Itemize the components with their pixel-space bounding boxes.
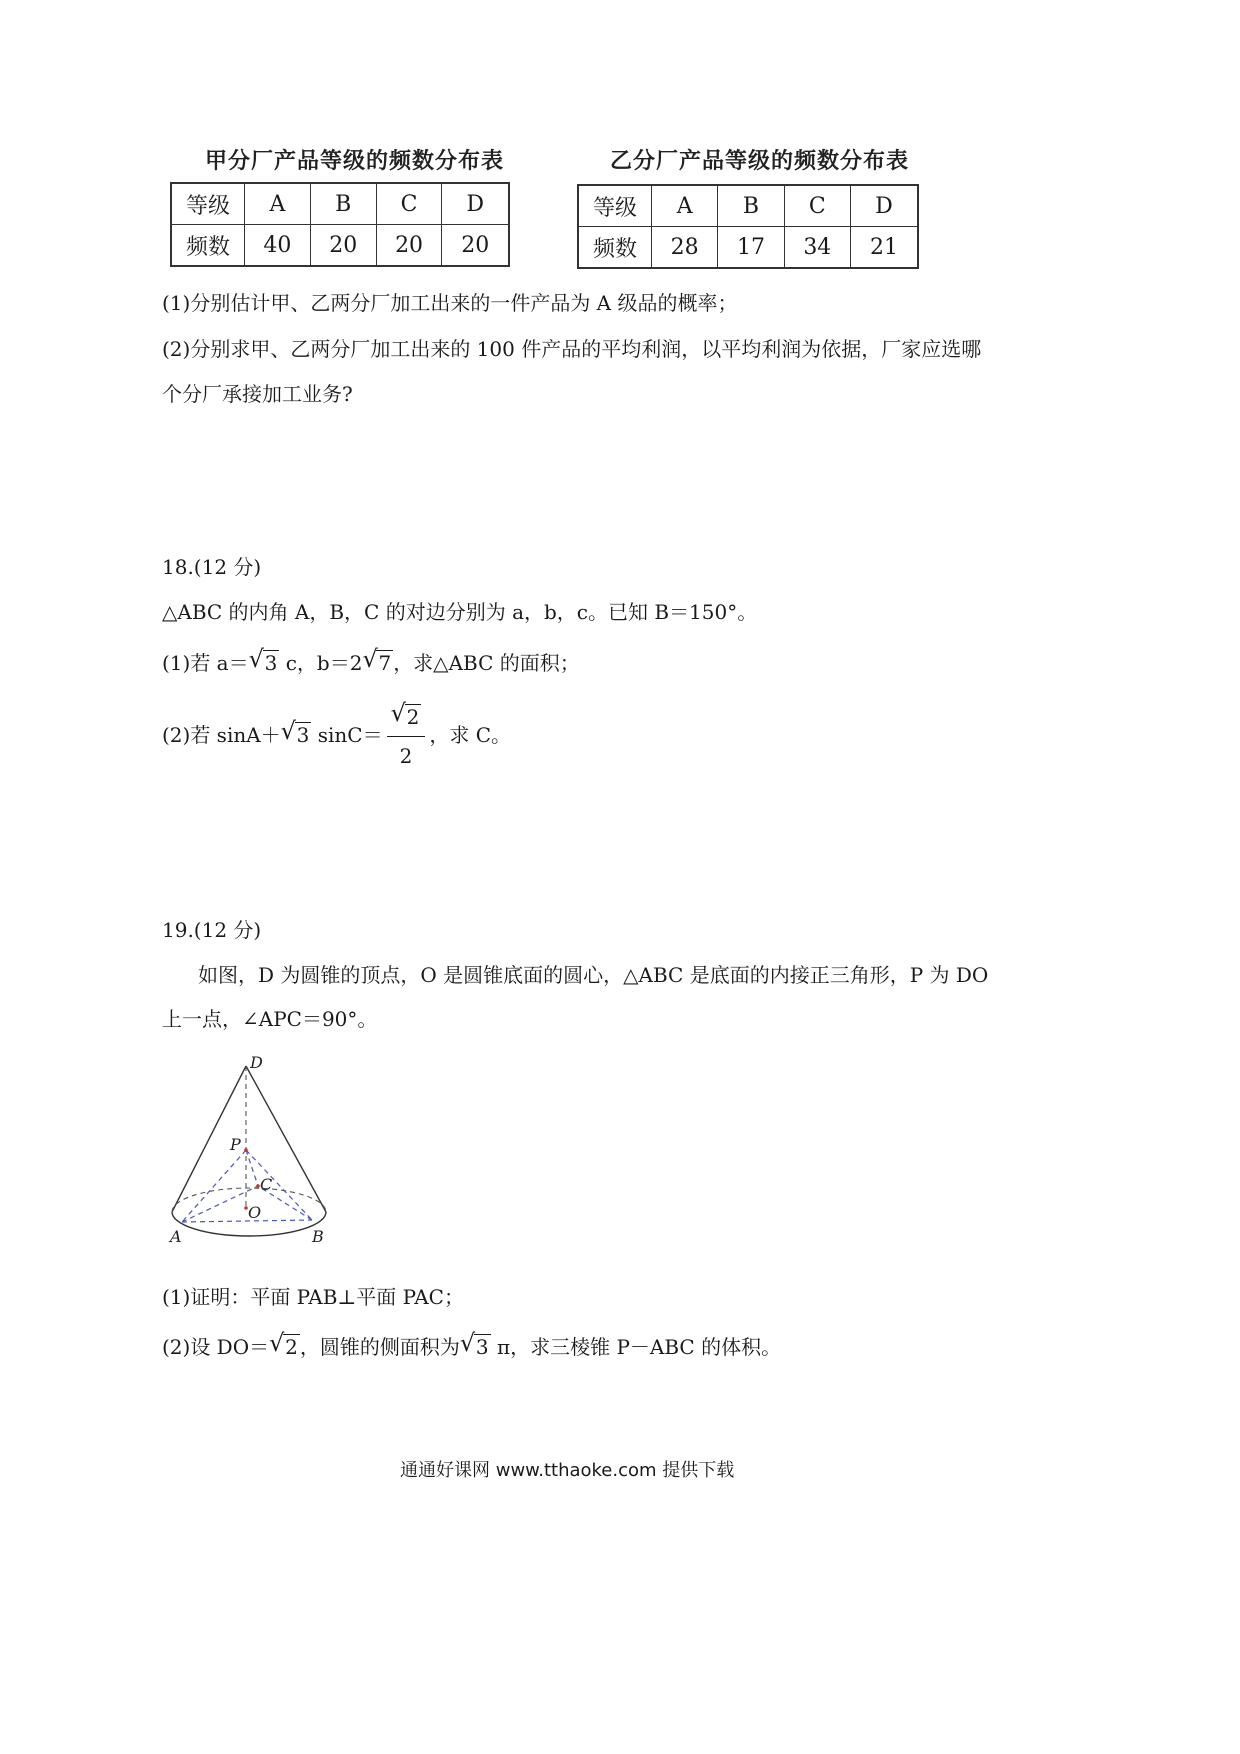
table-cell: A <box>245 183 311 225</box>
q18-p1-pre: (1)若 a＝ <box>162 651 249 675</box>
label-p: P <box>230 1135 241 1154</box>
q18-p2-pre: (2)若 sinA＋ <box>162 723 281 747</box>
table-b-title: 乙分厂产品等级的频数分布表 <box>610 148 910 174</box>
table-cell: 40 <box>245 225 311 267</box>
table-row <box>578 185 918 227</box>
table-row <box>171 183 509 225</box>
table-row <box>578 227 918 269</box>
sqrt-2: √ 2 <box>269 1329 298 1359</box>
cone-figure <box>160 1050 360 1250</box>
q18-header: 18.(12 分) <box>162 555 262 579</box>
sqrt-3: √ 3 <box>459 1329 489 1359</box>
q19-p2-mid: ，圆锥的侧面积为 <box>299 1335 460 1359</box>
table-cell: 频数 <box>171 225 245 267</box>
table-cell: 20 <box>376 225 442 267</box>
q17-part1: (1)分别估计甲、乙两分厂加工出来的一件产品为 A 级品的概率； <box>162 291 738 315</box>
fraction <box>387 700 426 773</box>
q19-stem-line2: 上一点，∠APC＝90°。 <box>162 1007 378 1031</box>
table-cell: 等级 <box>578 185 652 227</box>
q18-p1-mid: c，b＝2 <box>279 651 363 675</box>
q19-stem-line1: 如图，D 为圆锥的顶点，O 是圆锥底面的圆心，△ABC 是底面的内接正三角形，P 为 DO <box>198 963 989 987</box>
table-cell: 28 <box>652 227 718 269</box>
denominator: 2 <box>399 744 413 768</box>
table-cell: C <box>376 183 442 225</box>
label-c: C <box>260 1175 273 1194</box>
sqrt-2: √ 2 <box>390 699 420 729</box>
q18-part2 <box>162 700 511 773</box>
q18-stem: △ABC 的内角 A，B，C 的对边分别为 a，b，c。已知 B＝150°。 <box>162 600 758 624</box>
table-cell: C <box>784 185 850 227</box>
radicand: 2 <box>285 1335 298 1359</box>
table-cell: B <box>718 185 784 227</box>
table-cell: 34 <box>784 227 850 269</box>
sqrt-7: √ 7 <box>362 645 392 675</box>
q17-part2-line2: 个分厂承接加工业务? <box>162 382 353 406</box>
table-cell: 20 <box>310 225 376 267</box>
sqrt-3: √ 3 <box>248 645 278 675</box>
table-cell: D <box>850 185 918 227</box>
table-row <box>171 225 509 267</box>
table-cell: 21 <box>850 227 918 269</box>
q19-p2-pre: (2)设 DO＝ <box>162 1335 270 1359</box>
q17-part2-line1: (2)分别求甲、乙两分厂加工出来的 100 件产品的平均利润，以平均利润为依据，厂家应选哪 <box>162 337 982 361</box>
q18-p2-post: ，求 C。 <box>429 723 512 747</box>
q19-p2-post: π，求三棱锥 P－ABC 的体积。 <box>490 1335 782 1359</box>
table-cell: 频数 <box>578 227 652 269</box>
footer-text: 通通好课网 www.tthaoke.com 提供下载 <box>400 1460 735 1481</box>
radicand: 7 <box>378 651 392 675</box>
table-cell: 等级 <box>171 183 245 225</box>
q18-p2-mid: sinC＝ <box>311 723 383 747</box>
radicand: 2 <box>406 705 420 729</box>
table-cell: A <box>652 185 718 227</box>
table-cell: 17 <box>718 227 784 269</box>
label-b: B <box>312 1227 324 1246</box>
label-d: D <box>250 1053 263 1072</box>
radicand: 3 <box>264 651 278 675</box>
table-a <box>170 182 510 267</box>
radicand: 3 <box>475 1335 489 1359</box>
table-cell: 20 <box>442 225 509 267</box>
q19-header: 19.(12 分) <box>162 918 262 942</box>
sqrt-3: √ 3 <box>280 717 310 747</box>
label-a: A <box>170 1227 182 1246</box>
label-o: O <box>248 1203 262 1222</box>
q19-part2 <box>162 1329 782 1362</box>
q18-part1 <box>162 645 580 678</box>
q18-p1-post: ，求△ABC 的面积； <box>393 651 580 675</box>
q19-part1: (1)证明：平面 PAB⊥平面 PAC； <box>162 1285 464 1309</box>
radicand: 3 <box>296 723 310 747</box>
table-cell: B <box>310 183 376 225</box>
table-a-title: 甲分厂产品等级的频数分布表 <box>205 148 505 174</box>
table-cell: D <box>442 183 509 225</box>
table-b <box>577 184 919 269</box>
